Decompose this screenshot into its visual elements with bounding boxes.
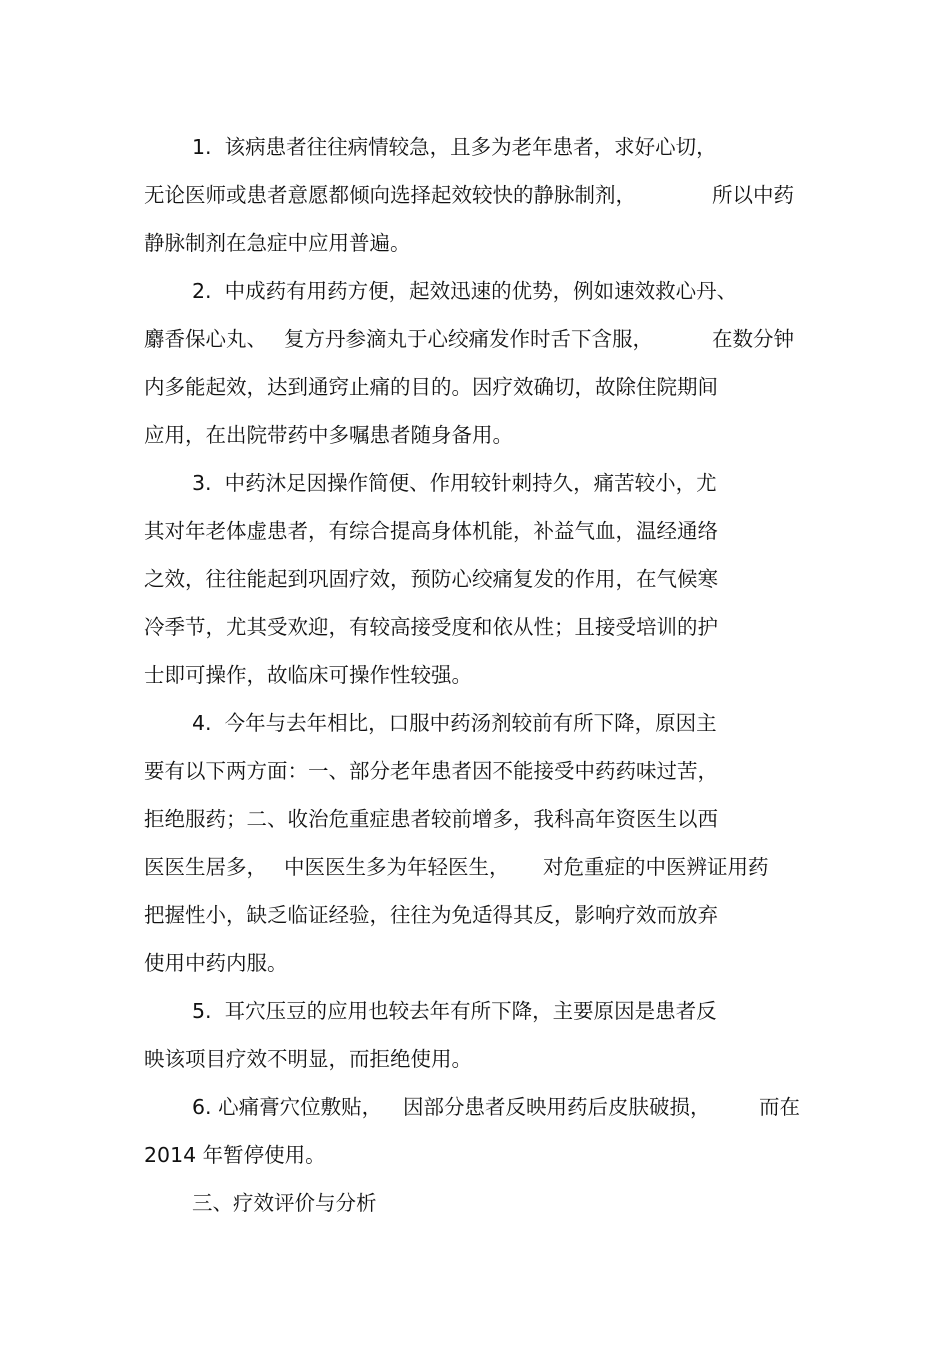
text-segment: 而在	[759, 1095, 800, 1119]
text-segment: 4. 今年与去年相比，口服中药汤剂较前有所下降，原因主	[192, 711, 717, 735]
text-segment: 把握性小，缺乏临证经验，往往为免适得其反，影响疗效而放弃	[144, 903, 718, 927]
text-segment: 内多能起效，达到通窍止痛的目的。因疗效确切，故除住院期间	[144, 375, 718, 399]
text-segment: 麝香保心丸、	[144, 327, 267, 351]
text-segment: 使用中药内服。	[144, 951, 288, 975]
text-segment: 要有以下两方面：一、部分老年患者因不能接受中药药味过苦，	[144, 759, 718, 783]
paragraph-3-line-5	[0, 660, 472, 690]
text-segment: 所以中药	[712, 183, 794, 207]
text-segment: 复方丹参滴丸于心绞痛发作时舌下含服，	[284, 327, 653, 351]
text-segment: 士即可操作，故临床可操作性较强。	[144, 663, 472, 687]
paragraph-4-line-6	[0, 948, 288, 978]
text-segment: 6. 心痛膏穴位敷贴，	[192, 1095, 383, 1119]
text-segment: 应用，在出院带药中多嘱患者随身备用。	[144, 423, 513, 447]
text-segment: 之效，往往能起到巩固疗效，预防心绞痛复发的作用，在气候寒	[144, 567, 718, 591]
paragraph-2-line-1	[0, 276, 738, 306]
text-segment: 映该项目疗效不明显，而拒绝使用。	[144, 1047, 472, 1071]
paragraph-1-line-2	[0, 180, 794, 210]
text-segment: 静脉制剂在急症中应用普遍。	[144, 231, 411, 255]
text-segment: 拒绝服药；二、收治危重症患者较前增多，我科高年资医生以西	[144, 807, 718, 831]
paragraph-3-line-2	[0, 516, 718, 546]
text-segment: 3. 中药沐足因操作简便、作用较针刺持久，痛苦较小，尤	[192, 471, 717, 495]
text-segment: 其对年老体虚患者，有综合提高身体机能，补益气血，温经通络	[144, 519, 718, 543]
paragraph-3-line-1	[0, 468, 717, 498]
paragraph-1-line-1	[0, 132, 717, 162]
paragraph-4-line-5	[0, 900, 718, 930]
paragraph-3-line-4	[0, 612, 718, 642]
paragraph-5-line-2	[0, 1044, 472, 1074]
paragraph-4-line-4	[0, 852, 769, 882]
paragraph-6-line-2	[0, 1140, 326, 1170]
text-segment: 冷季节，尤其受欢迎，有较高接受度和依从性；且接受培训的护	[144, 615, 718, 639]
paragraph-2-line-4	[0, 420, 513, 450]
paragraph-5-line-1	[0, 996, 717, 1026]
section-heading	[0, 1188, 377, 1218]
paragraph-4-line-1	[0, 708, 717, 738]
text-segment: 在数分钟	[712, 327, 794, 351]
paragraph-1-line-3	[0, 228, 411, 258]
text-segment: 2014 年暂停使用。	[144, 1143, 326, 1167]
paragraph-3-line-3	[0, 564, 718, 594]
text-segment: 2. 中成药有用药方便，起效迅速的优势，例如速效救心丹、	[192, 279, 738, 303]
paragraph-2-line-2	[0, 324, 794, 354]
text-segment: 医医生居多，	[144, 855, 267, 879]
text-segment: 1. 该病患者往往病情较急，且多为老年患者，求好心切，	[192, 135, 717, 159]
text-segment: 中医医生多为年轻医生，	[284, 855, 510, 879]
text-segment: 无论医师或患者意愿都倾向选择起效较快的静脉制剂，	[144, 183, 636, 207]
paragraph-6-line-1	[0, 1092, 800, 1122]
paragraph-2-line-3	[0, 372, 718, 402]
text-segment: 5. 耳穴压豆的应用也较去年有所下降，主要原因是患者反	[192, 999, 717, 1023]
paragraph-4-line-3	[0, 804, 718, 834]
paragraph-4-line-2	[0, 756, 718, 786]
section-heading-text: 三、疗效评价与分析	[192, 1191, 377, 1215]
text-segment: 对危重症的中医辨证用药	[543, 855, 769, 879]
text-segment: 因部分患者反映用药后皮肤破损，	[403, 1095, 711, 1119]
